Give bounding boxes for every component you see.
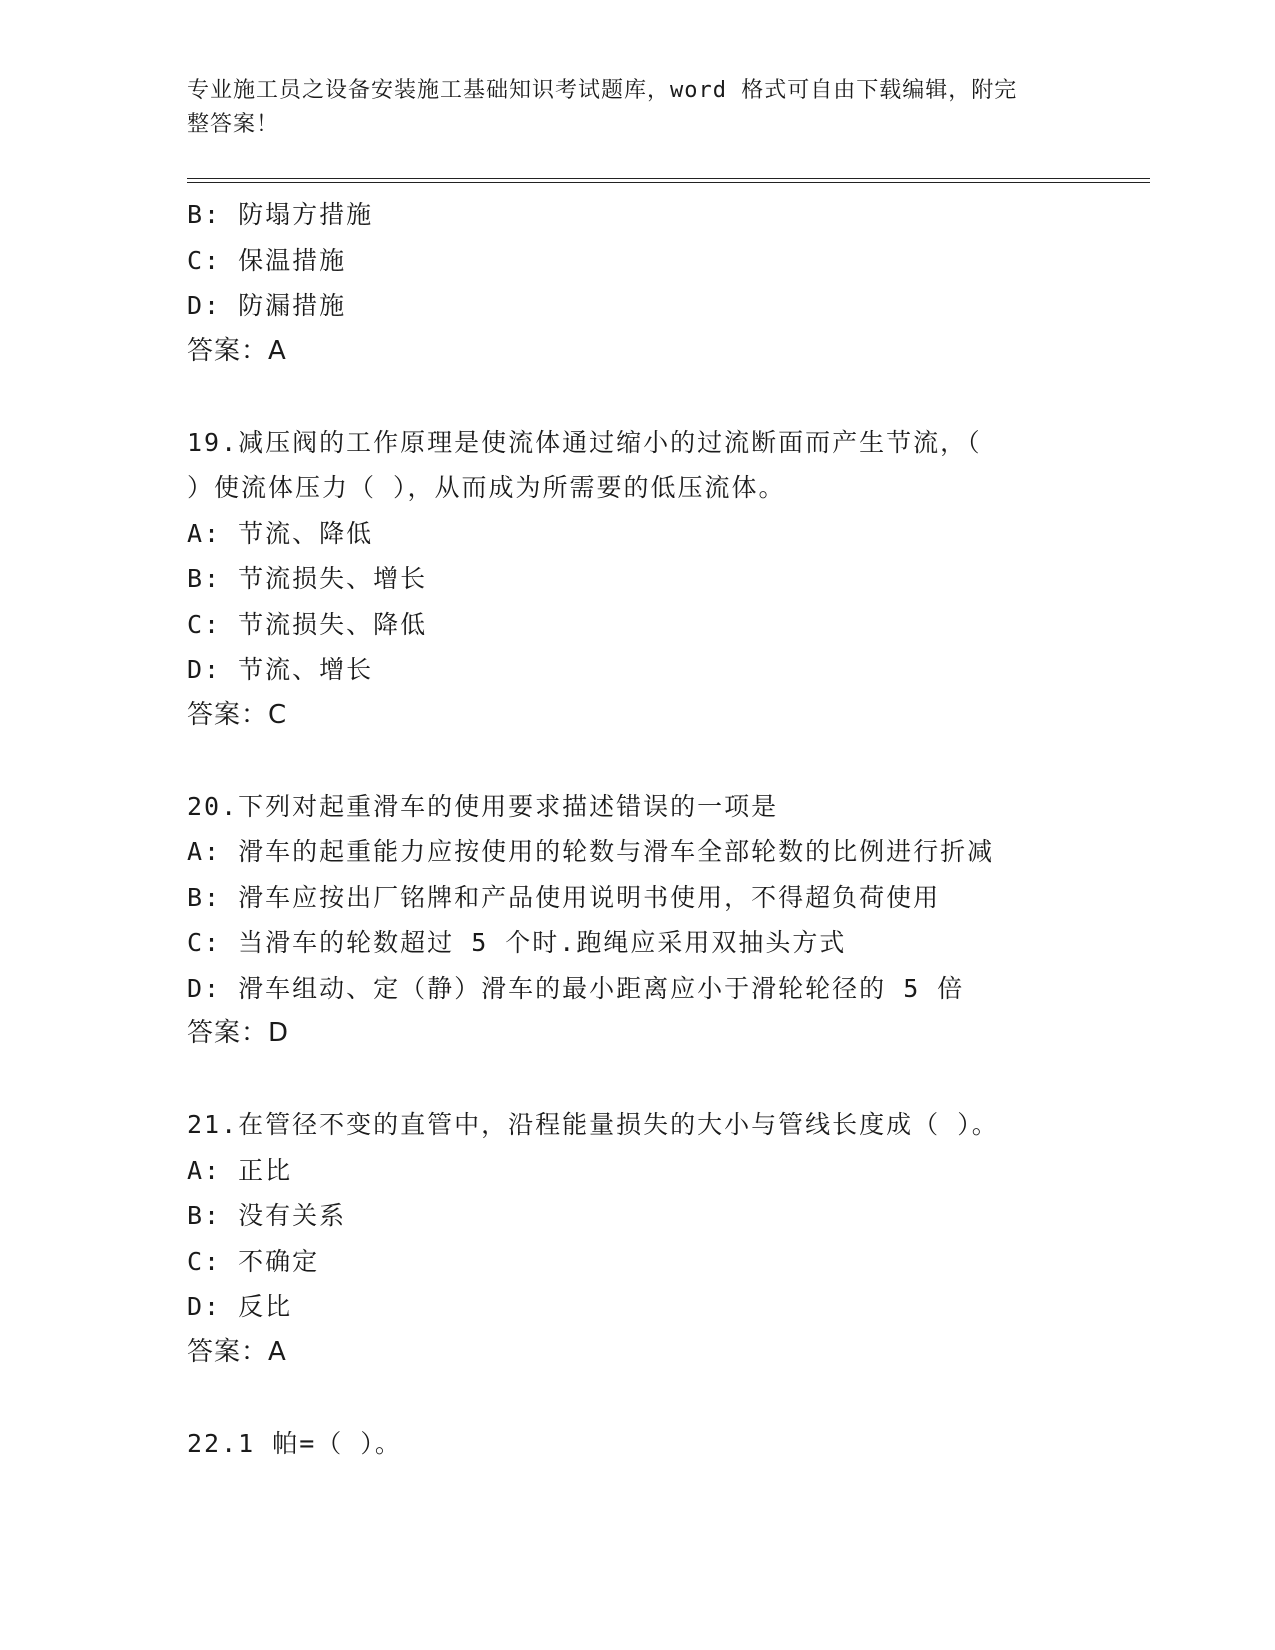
- spacer: [187, 1375, 1147, 1421]
- option-b: B: 防塌方措施: [187, 200, 374, 229]
- header-divider-top: [187, 178, 1150, 179]
- question-stem-line: 22.1 帕=（ ）。: [187, 1428, 402, 1458]
- question-22: [187, 1421, 1147, 1467]
- option-b: B: 节流损失、增长: [187, 564, 428, 593]
- header-divider-bottom: [187, 182, 1150, 183]
- option-a: A: 节流、降低: [187, 518, 374, 548]
- answer-label: 答案：C: [187, 699, 288, 730]
- header-line-2: 整答案！: [187, 112, 280, 137]
- answer-label: 答案：D: [187, 1018, 290, 1048]
- option-a: A: 滑车的起重能力应按使用的轮数与滑车全部轮数的比例进行折减: [187, 837, 995, 866]
- option-c: C: 当滑车的轮数超过 5 个时.跑绳应采用双抽头方式: [187, 928, 847, 957]
- question-21: [187, 1102, 1147, 1375]
- spacer: [187, 374, 1147, 420]
- question-stem-line: 19.减压阀的工作原理是使流体通过缩小的过流断面而产生节流，（: [187, 427, 982, 457]
- option-d: D: 节流、增长: [187, 655, 374, 684]
- option-b: B: 没有关系: [187, 1201, 347, 1230]
- spacer: [187, 738, 1147, 784]
- spacer: [187, 1057, 1147, 1103]
- question-20: [187, 784, 1147, 1057]
- question-list: [187, 192, 1147, 1466]
- option-c: C: 节流损失、降低: [187, 609, 428, 639]
- answer-label: 答案：A: [187, 335, 287, 366]
- option-c: C: 不确定: [187, 1246, 320, 1276]
- document-header: [187, 74, 1067, 142]
- header-line-1: 专业施工员之设备安装施工基础知识考试题库，word 格式可自由下载编辑，附完: [187, 78, 1018, 103]
- question-18-tail: [187, 192, 1147, 374]
- question-stem-line: 21.在管径不变的直管中，沿程能量损失的大小与管线长度成（ ）。: [187, 1110, 999, 1139]
- answer-label: 答案：A: [187, 1336, 287, 1367]
- option-d: D: 反比: [187, 1292, 293, 1321]
- question-stem-line: ）使流体压力（ ），从而成为所需要的低压流体。: [187, 473, 786, 502]
- option-b: B: 滑车应按出厂铭牌和产品使用说明书使用，不得超负荷使用: [187, 882, 941, 912]
- option-c: C: 保温措施: [187, 245, 347, 275]
- option-d: D: 防漏措施: [187, 291, 347, 320]
- question-stem-line: 20.下列对起重滑车的使用要求描述错误的一项是: [187, 791, 779, 821]
- question-19: [187, 420, 1147, 739]
- option-d: D: 滑车组动、定（静）滑车的最小距离应小于滑轮轮径的 5 倍: [187, 973, 965, 1003]
- option-a: A: 正比: [187, 1155, 293, 1185]
